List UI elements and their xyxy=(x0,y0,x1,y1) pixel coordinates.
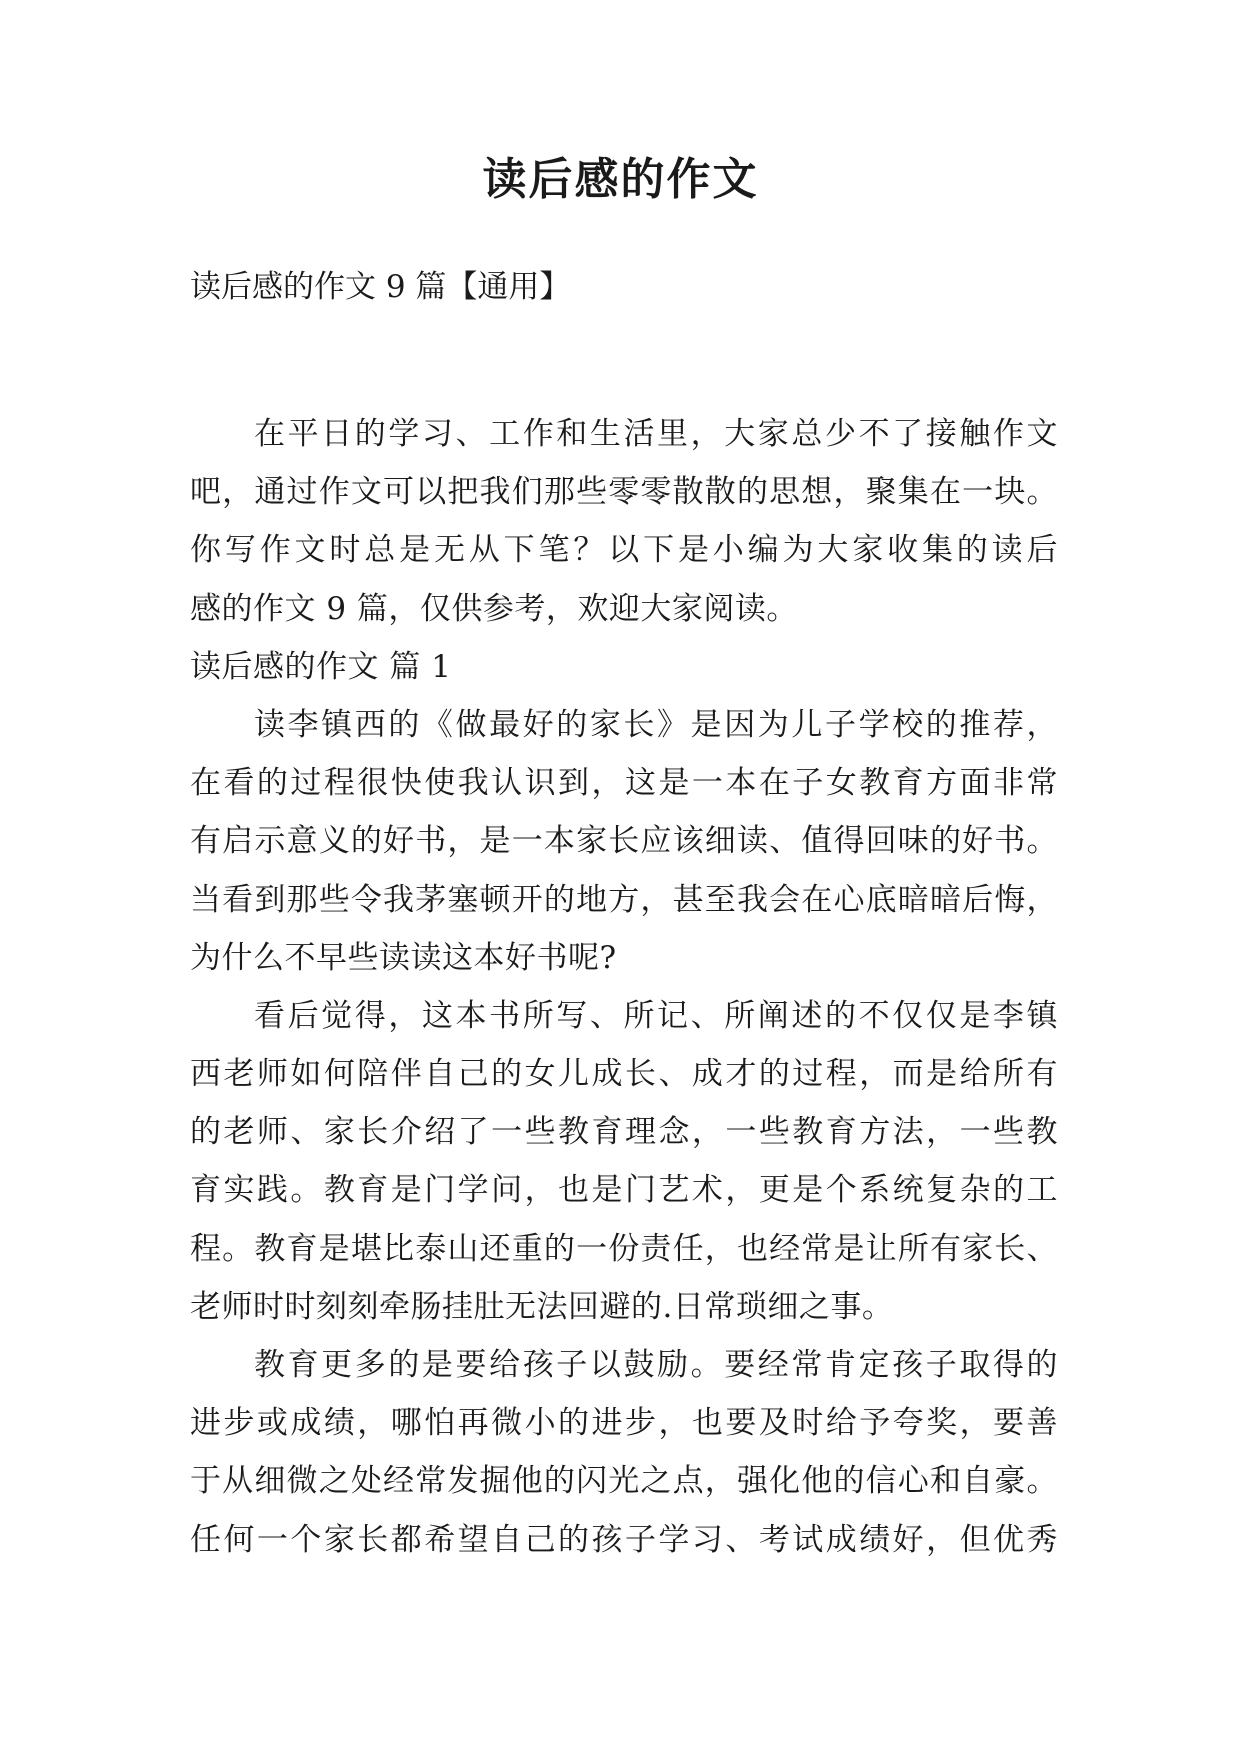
text-line: 教育更多的是要给孩子以鼓励。要经常肯定孩子取得的 xyxy=(254,1347,1058,1383)
section-heading: 读后感的作文 篇 1 xyxy=(190,648,452,685)
text-line: 在看的过程很快使我认识到，这是一本在子女教育方面非常 xyxy=(190,765,1058,802)
text-line: 西老师如何陪伴自己的女儿成长、成才的过程，而是给所有 xyxy=(190,1056,1058,1093)
text-line: 育实践。教育是门学问，也是门艺术，更是个系统复杂的工 xyxy=(190,1172,1058,1209)
text-line: 任何一个家长都希望自己的孩子学习、考试成绩好，但优秀 xyxy=(190,1521,1058,1558)
text-line: 有启示意义的好书，是一本家长应该细读、值得回味的好书。 xyxy=(190,823,1058,860)
text-line: 的老师、家长介绍了一些教育理念，一些教育方法，一些教 xyxy=(190,1114,1058,1151)
document-title: 读后感的作文 xyxy=(482,154,759,205)
text-line: 当看到那些令我茅塞顿开的地方，甚至我会在心底暗暗后悔， xyxy=(190,881,1058,918)
text-line: 吧，通过作文可以把我们那些零零散散的思想，聚集在一块。 xyxy=(190,474,1058,511)
text-line: 读李镇西的《做最好的家长》是因为儿子学校的推荐， xyxy=(254,706,1058,743)
document-body xyxy=(190,405,1058,1569)
text-line: 你写作文时总是无从下笔？以下是小编为大家收集的读后 xyxy=(190,532,1058,569)
text-line: 程。教育是堪比泰山还重的一份责任，也经常是让所有家长、 xyxy=(190,1230,1058,1267)
text-line: 感的作文 9 篇，仅供参考，欢迎大家阅读。 xyxy=(190,590,798,627)
text-line: 进步或成绩，哪怕再微小的进步，也要及时给予夸奖，要善 xyxy=(190,1405,1058,1442)
text-line: 在平日的学习、工作和生活里，大家总少不了接触作文 xyxy=(254,416,1058,452)
document-subtitle: 读后感的作文 9 篇【通用】 xyxy=(190,269,571,305)
text-line: 为什么不早些读读这本好书呢? xyxy=(190,939,617,976)
text-line: 老师时时刻刻牵肠挂肚无法回避的.日常琐细之事。 xyxy=(190,1288,894,1325)
text-line: 看后觉得，这本书所写、所记、所阐述的不仅仅是李镇 xyxy=(254,997,1058,1034)
text-line: 于从细微之处经常发掘他的闪光之点，强化他的信心和自豪。 xyxy=(190,1463,1058,1500)
